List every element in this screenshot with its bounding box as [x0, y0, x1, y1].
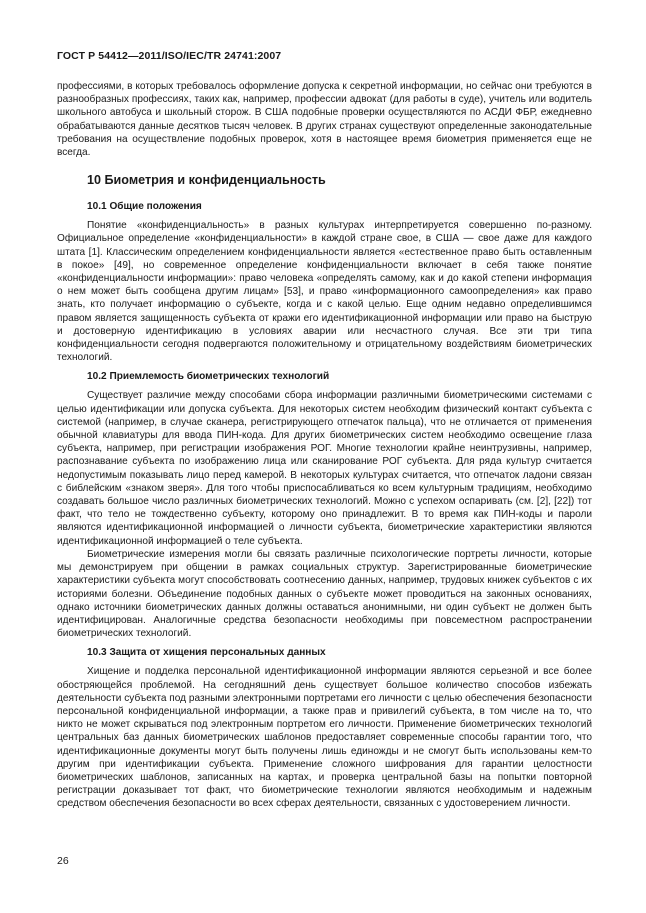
- document-body: [57, 80, 592, 811]
- subsection-1-paragraph: Понятие «конфиденциальность» в разных культурах интерпретируется совершенно по-разному. Официальное определение «конфиденциальности» в каждой стране свое, в США — свое даже для каждого штата [1]. Классическим определением конфиденциальности является «естественное право быть оставленным в покое» [49], но современное определение конфиденциальности включает в себя также понятие «конфиденциальности информации»: право человека «определять самому, как и до какой степени информация о нем может быть сообщена другим лицам» [53], и право «информационного самоопределения» как право знать, кто получает информацию о субъекте, когда и с какой целью. Еще одним недавно определившимся правом является защищенность субъекта от кражи его идентификационной информации или право на быструю и достоверную идентификацию в условиях аварии или несчастного случая. Все эти три типа конфиденциальности сегодня подвергаются положительному и отрицательному воздействиям биометрических технологий.: [57, 220, 592, 364]
- intro-paragraph: профессиями, в которых требовалось оформление допуска к секретной информации, но сейчас они требуются в разнообразных профессиях, таких как, например, профессии адвокат (для работы в суде), учитель или водитель школьного автобуса и школьный сторож. В США подобные проверки осуществляются по АСДИ ФБР, ежедневно обрабатываются данные десятков тысяч человек. В других странах существуют определенные законодательные требования на осуществление подобных проверок, хотя в настоящее время биометрия применяется еще не всегда.: [57, 81, 592, 159]
- page-number: 26: [57, 855, 69, 867]
- subsection-2-paragraph: Существует различие между способами сбора информации различными биометрическими системами с целью идентификации или допуска субъекта. Для некоторых систем необходим физический контакт субъекта с системой (например, в случае сканера, регистрирующего отпечаток пальца), что не отличается от применения обычной клавиатуры для ввода ПИН-кода. Для других биометрических систем необходимо освещение глаза субъекта, например, при регистрации изображения РОГ. Многие технологии крайне неинтрузивны, например, распознавание субъекта по изображению лица или сканирование РОГ субъекта. Для ряда культур считается недопустимым показывать лицо перед камерой. В некоторых культурах считается, что отпечаток ладони связан с библейским «знаком зверя». Для того чтобы приспосабливаться ко всем культурным традициям, необходимо создавать большое число различных биометрических технологий. Можно с успехом оспаривать (см. [2], [22]) тот факт, что тело не тождественно субъекту, которому оно принадлежит. В то время как ПИН-коды и пароли являются идентификационной информацией о личности субъекта, биометрические характеристики являются идентификационной информацией о теле субъекта.: [57, 390, 592, 547]
- subsection-2-title: 10.2 Приемлемость биометрических технологий: [87, 371, 330, 383]
- subsection-1-title: 10.1 Общие положения: [87, 201, 202, 213]
- subsection-2-paragraph: Биометрические измерения могли бы связать различные психологические портреты личности, которые мы демонстрируем при общении в рамках социальных структур. Зарегистрированные биометрические характеристики субъекта могут способствовать соотнесению данных, например, трудовых книжек субъектов с их историями болезни. Объединение подобных данных о субъекте может проводиться на законных основаниях, однако источники биометрических данных должны оставаться анонимными, ни один субъект не должен быть идентифицирован. Аналогичные средства безопасности необходимы при повсеместном распространении биометрических технологий.: [57, 548, 592, 640]
- document-header: ГОСТ Р 54412—2011/ISO/IEC/TR 24741:2007: [57, 50, 282, 62]
- subsection-3-paragraph: Хищение и подделка персональной идентификационной информации являются серьезной и все более обостряющейся проблемой. На сегодняшний день существует большое количество способов избежать деятельности субъекта под разными электронными портретами его личности с целью обеспечения безопасности персональной конфиденциальной информации, а также прав и привилегий субъекта, в том числе на то, что никто не может скрываться под электронным портретом его личности. Применение биометрических технологий центральных баз данных биометрических шаблонов предоставляет современные способы гарантии того, что идентификационные документы могут быть получены лишь единожды и не смогут быть использованы кем-то другим при идентификации субъекта. Применение сложного шифрования для гарантии целостности биометрических шаблонов, записанных на картах, и проверка центральной базы на попытки повторной регистрации доказывает тот факт, что биометрические технологии являются необходимым и надежным средством обеспечения безопасности во всех сферах деятельности, связанных с удостоверением личности.: [57, 666, 592, 810]
- section-title: 10 Биометрия и конфиденциальность: [87, 173, 326, 188]
- subsection-3-title: 10.3 Защита от хищения персональных данных: [87, 647, 326, 659]
